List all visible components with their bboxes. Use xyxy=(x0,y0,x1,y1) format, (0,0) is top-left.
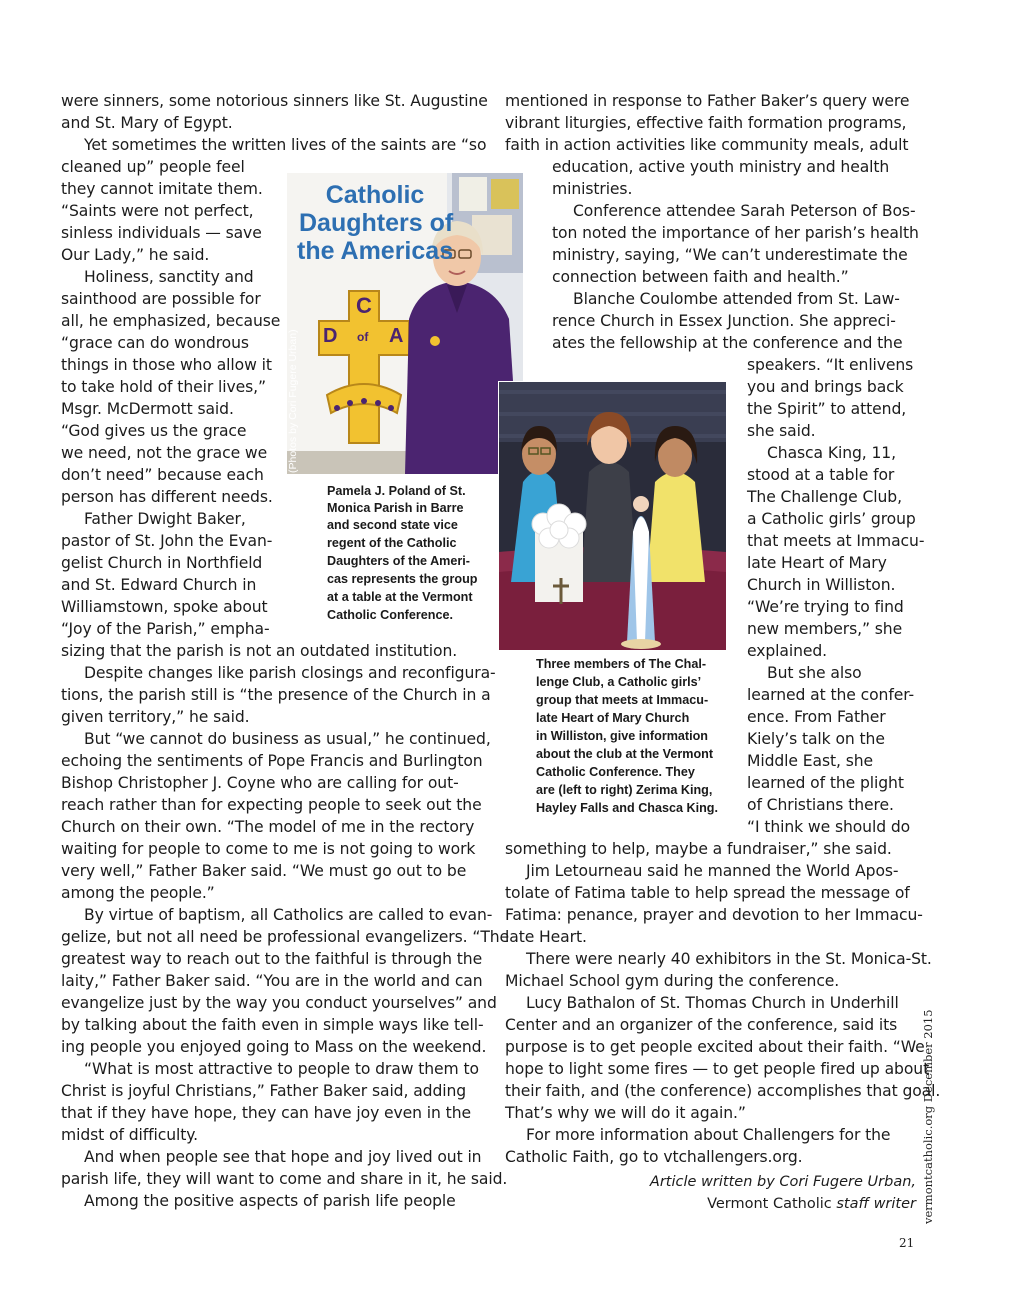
text-line: For more information about Challengers for the xyxy=(526,1126,891,1144)
text-line: a Catholic girls’ group xyxy=(747,510,916,528)
text-line: “Saints were not perfect, xyxy=(61,202,254,220)
text-line: Church in Williston. xyxy=(747,576,896,594)
text-line: evangelize just by the way you conduct yourselves” and xyxy=(61,994,497,1012)
text-line: Christ is joyful Christians,” Father Baker said, adding xyxy=(61,1082,467,1100)
cross-letter: C xyxy=(356,293,372,318)
caption-line: Three members of The Chal- xyxy=(536,657,707,671)
text-line: that if they have hope, they can have joy even in the xyxy=(61,1104,471,1122)
text-line: Among the positive aspects of parish life people xyxy=(84,1192,456,1210)
text-line: learned at the confer- xyxy=(747,686,915,704)
text-line: Chasca King, 11, xyxy=(767,444,896,462)
text-line: midst of difficulty. xyxy=(61,1126,199,1144)
text-line: “grace can do wondrous xyxy=(61,334,249,352)
text-line: tolate of Fatima table to help spread the message of xyxy=(505,884,910,902)
text-line: education, active youth ministry and health xyxy=(552,158,890,176)
byline-affiliation: Vermont Catholic staff writer xyxy=(707,1196,916,1212)
text-line: very well,” Father Baker said. “We must go out to be xyxy=(61,862,467,880)
caption-line: are (left to right) Zerima King, xyxy=(536,783,713,797)
text-line: Msgr. McDermott said. xyxy=(61,400,234,418)
text-line: person has different needs. xyxy=(61,488,273,506)
text-line: But “we cannot do business as usual,” he continued, xyxy=(84,730,491,748)
caption-line: Monica Parish in Barre xyxy=(327,501,464,515)
text-line: faith in action activities like community meals, adult xyxy=(505,136,909,154)
byline-author: Article written by Cori Fugere Urban, xyxy=(649,1174,916,1190)
text-line: Jim Letourneau said he manned the World Apos- xyxy=(526,862,899,880)
text-line: to take hold of their lives,” xyxy=(61,378,266,396)
text-line: By virtue of baptism, all Catholics are called to evan- xyxy=(84,906,493,924)
text-line: ates the fellowship at the conference and the xyxy=(552,334,903,352)
text-line: given territory,” he said. xyxy=(61,708,250,726)
text-line: Kiely’s talk on the xyxy=(747,730,885,748)
text-line: speakers. “It enlivens xyxy=(747,356,914,374)
text-line: Bishop Christopher J. Coyne who are calling for out- xyxy=(61,774,459,792)
text-line: and St. Edward Church in xyxy=(61,576,257,594)
text-line: greatest way to reach out to the faithful is through the xyxy=(61,950,483,968)
text-line: “Joy of the Parish,” empha- xyxy=(61,620,270,638)
text-line: “God gives us the grace xyxy=(61,422,247,440)
text-line: tions, the parish still is “the presence of the Church in a xyxy=(61,686,491,704)
caption-line: about the club at the Vermont xyxy=(536,747,714,761)
footer-vertical-text: vermontcatholic.org December 2015 xyxy=(921,1009,935,1224)
caption-line: at a table at the Vermont xyxy=(327,590,473,604)
text-line: don’t need” because each xyxy=(61,466,264,484)
text-line: Michael School gym during the conference. xyxy=(505,972,840,990)
text-line: Yet sometimes the written lives of the saints are “so xyxy=(84,136,487,154)
text-line: That’s why we will do it again.” xyxy=(505,1104,746,1122)
text-line: learned of the plight xyxy=(747,774,904,792)
text-line: Father Dwight Baker, xyxy=(84,510,246,528)
text-line: Blanche Coulombe attended from St. Law- xyxy=(573,290,900,308)
text-line: cleaned up” people feel xyxy=(61,158,245,176)
text-line: were sinners, some notorious sinners like St. Augustine xyxy=(61,92,488,110)
text-line: late Heart. xyxy=(505,928,587,946)
text-line: “I think we should do xyxy=(747,818,911,836)
text-line: Center and an organizer of the conference, said its xyxy=(505,1016,898,1034)
text-line: ence. From Father xyxy=(747,708,886,726)
text-line: echoing the sentiments of Pope Francis and Burlington xyxy=(61,752,483,770)
caption-line: Catholic Conference. xyxy=(327,608,453,622)
caption-line: Catholic Conference. They xyxy=(536,765,695,779)
caption-line: late Heart of Mary Church xyxy=(536,711,690,725)
text-line: connection between faith and health.” xyxy=(552,268,849,286)
text-line: stood at a table for xyxy=(747,466,895,484)
caption-line: in Williston, give information xyxy=(536,729,709,743)
text-line: vibrant liturgies, effective faith formation programs, xyxy=(505,114,907,132)
text-line: Catholic Faith, go to vtchallengers.org. xyxy=(505,1148,803,1166)
text-line: waiting for people to come to me is not going to work xyxy=(61,840,476,858)
banner-text xyxy=(315,181,435,209)
text-line: And when people see that hope and joy lived out in xyxy=(84,1148,482,1166)
text-line: sizing that the parish is not an outdated institution. xyxy=(61,642,458,660)
text-line: gelize, but not all need be professional evangelizers. “The xyxy=(61,928,510,946)
caption-line: Daughters of the Ameri- xyxy=(327,554,470,568)
cross-letter: of xyxy=(357,330,369,344)
text-line: their faith, and (the conference) accomplishes that goal. xyxy=(505,1082,941,1100)
text-line: gelist Church in Northfield xyxy=(61,554,263,572)
text-line: sinless individuals — save xyxy=(61,224,262,242)
text-line: things in those who allow it xyxy=(61,356,272,374)
text-line: parish life, they will want to come and share in it, he said. xyxy=(61,1170,508,1188)
text-line: Our Lady,” he said. xyxy=(61,246,210,264)
text-line: purpose is to get people excited about their faith. “We xyxy=(505,1038,925,1056)
banner-line: Daughters of xyxy=(299,209,454,237)
text-line: of Christians there. xyxy=(747,796,894,814)
text-line: laity,” Father Baker said. “You are in the world and can xyxy=(61,972,483,990)
text-line: Middle East, she xyxy=(747,752,874,770)
text-line: The Challenge Club, xyxy=(747,488,902,506)
text-line: late Heart of Mary xyxy=(747,554,887,572)
text-line: she said. xyxy=(747,422,816,440)
text-line: reach rather than for expecting people to seek out the xyxy=(61,796,482,814)
text-line: they cannot imitate them. xyxy=(61,180,263,198)
text-line: There were nearly 40 exhibitors in the St. Monica-St. xyxy=(526,950,932,968)
caption-line: Pamela J. Poland of St. xyxy=(327,484,466,498)
text-line: Lucy Bathalon of St. Thomas Church in Underhill xyxy=(526,994,899,1012)
photo-scene xyxy=(499,382,726,650)
text-line: new members,” she xyxy=(747,620,903,638)
caption-line: lenge Club, a Catholic girls’ xyxy=(536,675,702,689)
text-line: all, he emphasized, because xyxy=(61,312,281,330)
photo-challenge-club xyxy=(498,381,727,651)
banner-line: the Americas xyxy=(297,237,454,265)
photo-credit: (Photos by Cori Fugere Urban) xyxy=(287,329,299,473)
text-line: explained. xyxy=(747,642,827,660)
text-line: But she also xyxy=(767,664,862,682)
banner-line: Catholic xyxy=(325,181,425,209)
text-line: Fatima: penance, prayer and devotion to her Immacu- xyxy=(505,906,923,924)
caption-line: cas represents the group xyxy=(327,572,478,586)
text-line: something to help, maybe a fundraiser,” she said. xyxy=(505,840,892,858)
text-line: ing people you enjoyed going to Mass on the weekend. xyxy=(61,1038,487,1056)
text-line: among the people.” xyxy=(61,884,215,902)
text-line: Williamstown, spoke about xyxy=(61,598,268,616)
text-line: ministry, saying, “We can’t underestimate the xyxy=(552,246,908,264)
cross-letter: D xyxy=(323,325,338,347)
text-line: Conference attendee Sarah Peterson of Bos- xyxy=(573,202,916,220)
text-line: we need, not the grace we xyxy=(61,444,268,462)
caption-line: regent of the Catholic xyxy=(327,536,457,550)
text-line: rence Church in Essex Junction. She appreci- xyxy=(552,312,896,330)
text-line: that meets at Immacu- xyxy=(747,532,925,550)
text-line: pastor of St. John the Evan- xyxy=(61,532,273,550)
page-number: 21 xyxy=(899,1236,915,1250)
text-line: mentioned in response to Father Baker’s query were xyxy=(505,92,910,110)
text-line: “What is most attractive to people to draw them to xyxy=(84,1060,479,1078)
text-line: and St. Mary of Egypt. xyxy=(61,114,233,132)
text-line: Despite changes like parish closings and reconfigura- xyxy=(84,664,496,682)
text-line: Church on their own. “The model of me in the rectory xyxy=(61,818,475,836)
text-line: “We’re trying to find xyxy=(747,598,904,616)
text-line: by talking about the faith even in simple ways like tell- xyxy=(61,1016,484,1034)
text-line: the Spirit” to attend, xyxy=(747,400,907,418)
caption-line: Hayley Falls and Chasca King. xyxy=(536,801,718,815)
text-line: you and brings back xyxy=(747,378,904,396)
text-line: ministries. xyxy=(552,180,633,198)
text-line: sainthood are possible for xyxy=(61,290,261,308)
text-line: ton noted the importance of her parish’s health xyxy=(552,224,919,242)
text-line: hope to light some fires — to get people fired up about xyxy=(505,1060,930,1078)
photo-catholic-daughters xyxy=(287,173,523,474)
caption-line: and second state vice xyxy=(327,518,458,532)
cross-letter: A xyxy=(389,325,404,347)
text-line: Holiness, sanctity and xyxy=(84,268,254,286)
caption-line: group that meets at Immacu- xyxy=(536,693,709,707)
